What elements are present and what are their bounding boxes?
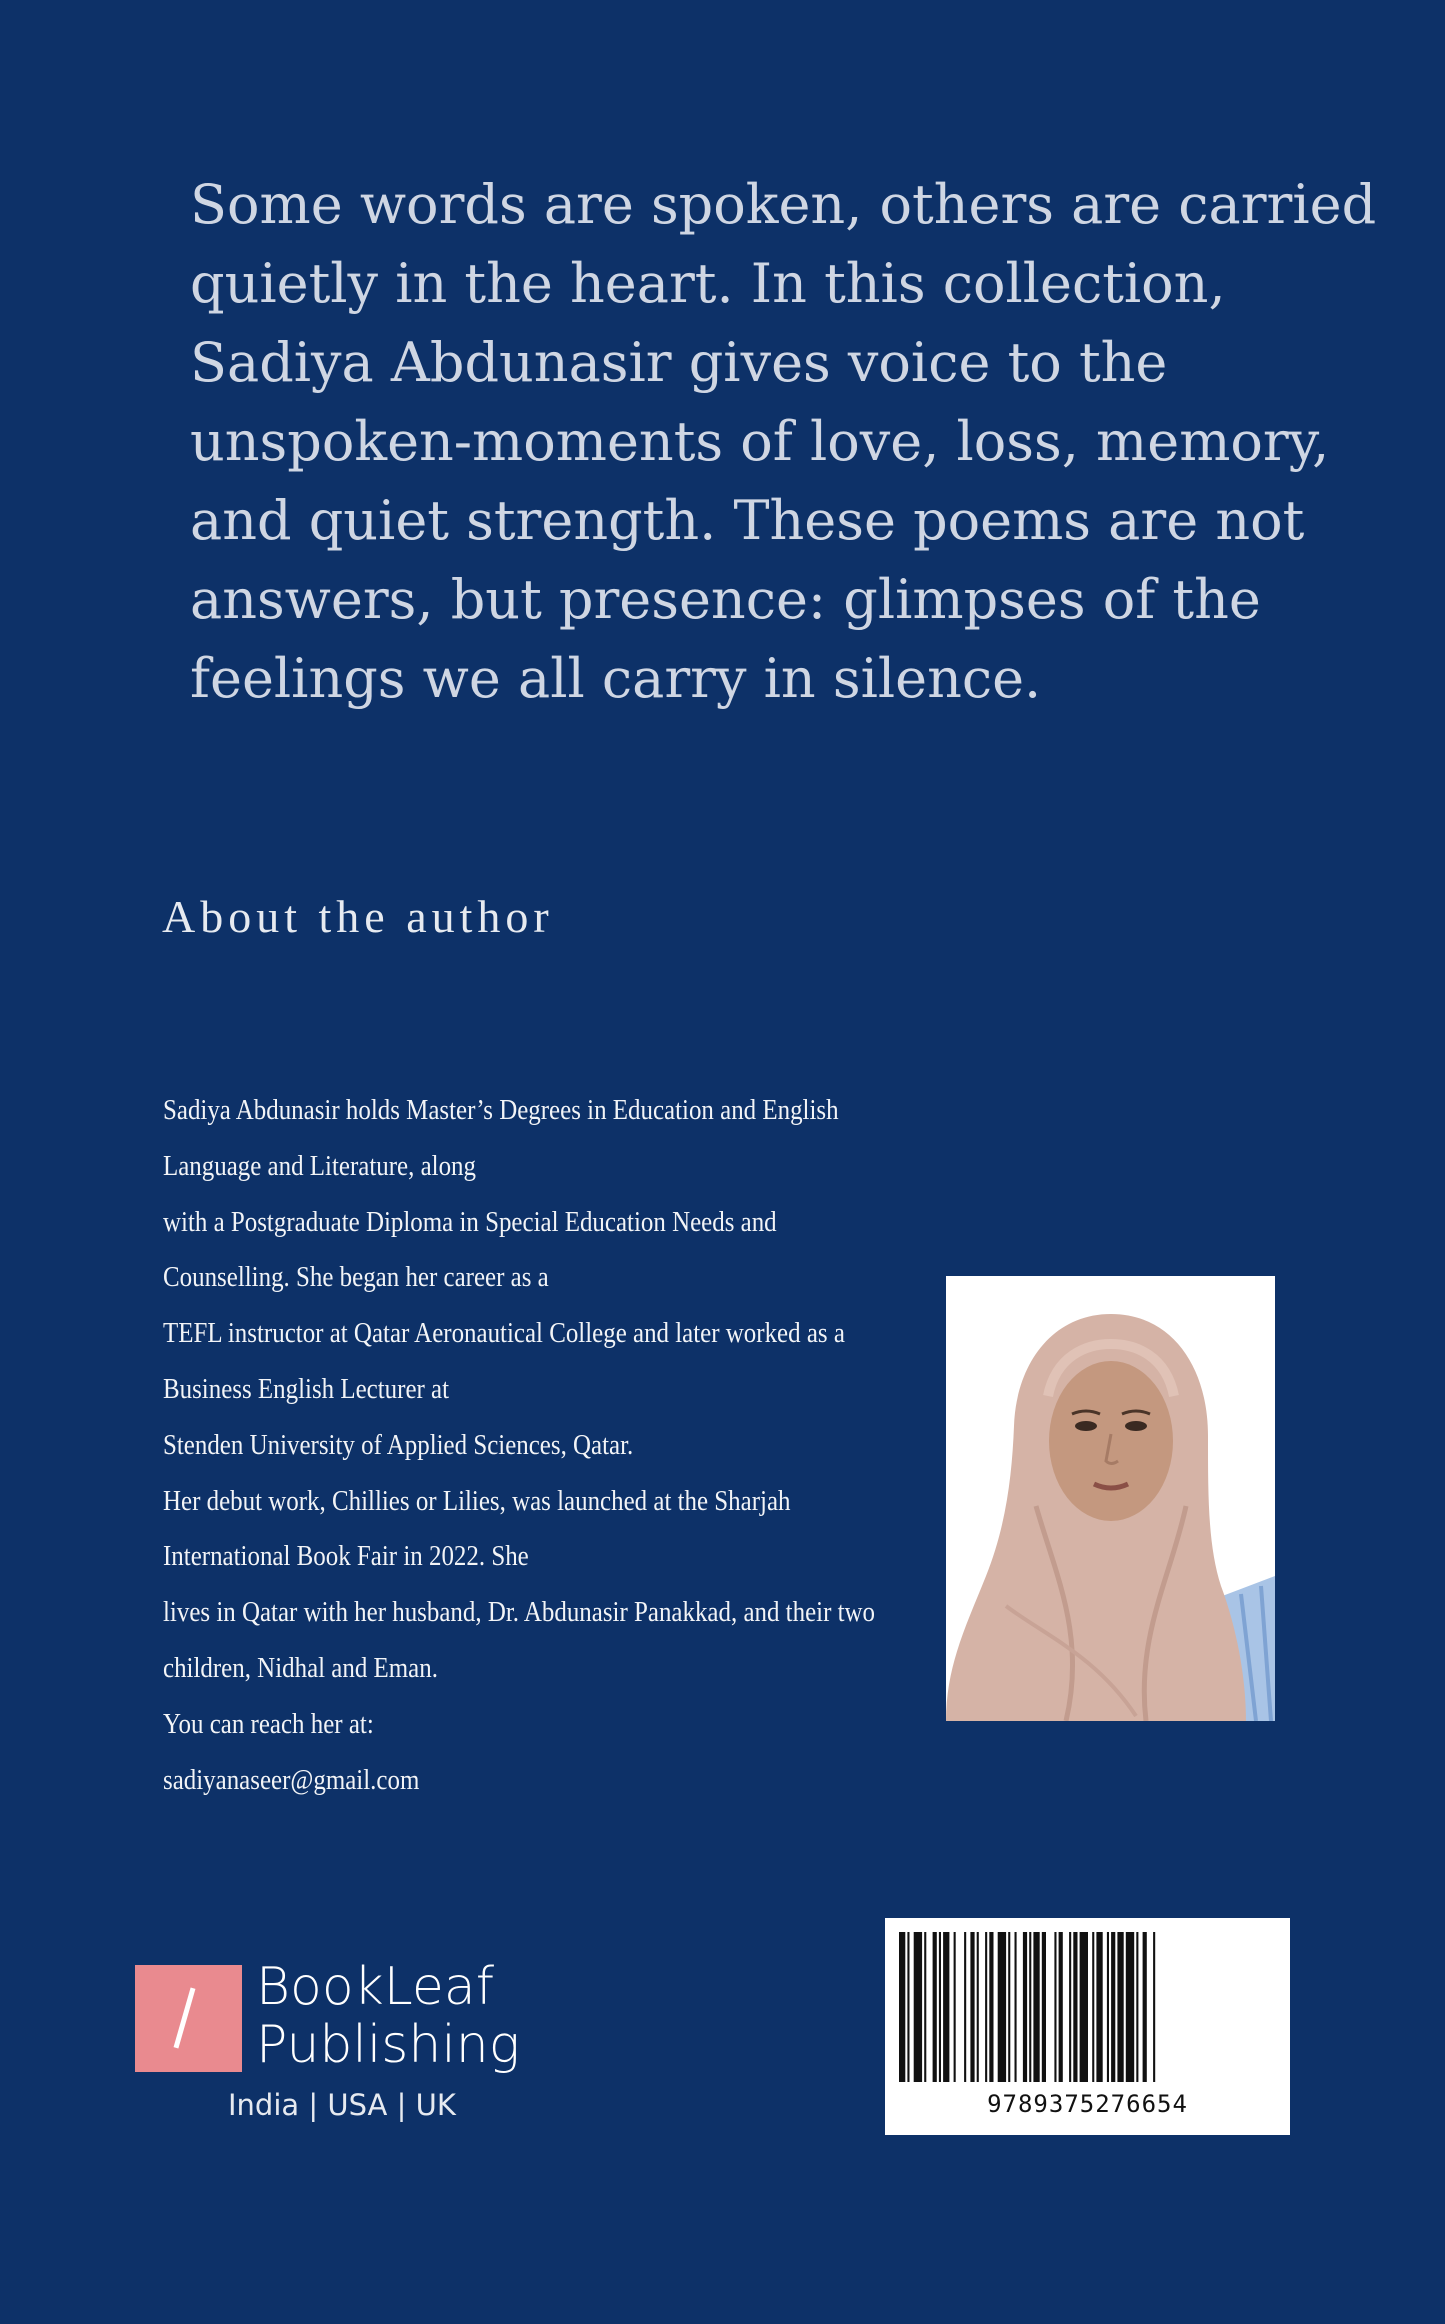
barcode-bar — [1023, 1932, 1027, 2082]
bio-line: TEFL instructor at Qatar Aeronautical College and later worked as a — [163, 1317, 845, 1350]
barcode-bar — [1042, 1932, 1046, 2082]
barcode-bar — [989, 1932, 993, 2082]
barcode-bar — [1092, 1932, 1094, 2082]
barcode-bar — [933, 1932, 937, 2082]
blurb-line: answers, but presence: glimpses of the — [190, 568, 1261, 631]
barcode-bar — [985, 1932, 987, 2082]
isbn-barcode — [885, 1918, 1290, 2135]
author-email: sadiyanaseer@gmail.com — [163, 1763, 420, 1796]
barcode-bar — [1015, 1932, 1017, 2082]
barcode-bar — [1096, 1932, 1102, 2082]
bio-line: Language and Literature, along — [163, 1149, 476, 1182]
blurb-line: Sadiya Abdunasir gives voice to the — [190, 331, 1168, 394]
publisher-name-line2: Publishing — [256, 2015, 520, 2075]
bio-line: You can reach her at: — [163, 1707, 374, 1740]
barcode-bar — [1059, 1932, 1063, 2082]
blurb-line: Some words are spoken, others are carried — [190, 173, 1377, 236]
bio-line: Business English Lecturer at — [163, 1372, 450, 1405]
barcode-bar — [943, 1932, 949, 2082]
barcode-bar — [1069, 1932, 1071, 2082]
barcode-bar — [924, 1932, 926, 2082]
bookleaf-logo-mark — [135, 1965, 242, 2072]
barcode-bar — [964, 1932, 966, 2082]
about-author-heading: About the author — [162, 891, 554, 942]
bio-line: children, Nidhal and Eman. — [163, 1651, 438, 1684]
barcode-bar — [998, 1932, 1006, 2082]
barcode-bar — [1054, 1932, 1056, 2082]
publisher-regions: India | USA | UK — [228, 2088, 456, 2122]
blurb-line: feelings we all carry in silence. — [190, 647, 1042, 710]
back-cover-blurb — [190, 165, 1377, 718]
barcode-bar — [1153, 1932, 1155, 2082]
bio-line: Stenden University of Applied Sciences, Qatar. — [163, 1428, 634, 1461]
barcode-bar — [1111, 1932, 1115, 2082]
barcode-bar — [970, 1932, 974, 2082]
author-bio — [163, 1083, 923, 1808]
barcode-bar — [1080, 1932, 1088, 2082]
bio-line: Counselling. She began her career as a — [163, 1261, 549, 1294]
barcode-bar — [907, 1932, 909, 2082]
bio-line: with a Postgraduate Diploma in Special Education Needs and — [163, 1205, 777, 1238]
barcode-bar — [1117, 1932, 1123, 2082]
publisher-name-line1: BookLeaf — [256, 1957, 495, 2017]
barcode-bar — [1107, 1932, 1109, 2082]
barcode-bar — [977, 1932, 979, 2082]
barcode-bar — [1143, 1932, 1147, 2082]
barcode-bar — [1073, 1932, 1077, 2082]
author-photo — [946, 1276, 1275, 1721]
bio-line: Sadiya Abdunasir holds Master’s Degrees in Education and English — [163, 1094, 839, 1126]
slash-icon — [174, 1988, 196, 2049]
barcode-bar — [899, 1932, 905, 2082]
barcode-bar — [1136, 1932, 1138, 2082]
barcode-bar — [1033, 1932, 1039, 2082]
bio-line: lives in Qatar with her husband, Dr. Abdunasir Panakkad, and their two — [163, 1596, 876, 1629]
bio-line: Her debut work, Chillies or Lilies, was launched at the Sharjah — [163, 1484, 791, 1517]
author-portrait-illustration — [946, 1276, 1275, 1721]
blurb-line: unspoken-moments of love, loss, memory, — [190, 410, 1330, 473]
barcode-bar — [1126, 1932, 1134, 2082]
barcode-bar — [914, 1932, 922, 2082]
barcode-bar — [954, 1932, 956, 2082]
blurb-line: and quiet strength. These poems are not — [190, 489, 1305, 552]
barcode-bar — [939, 1932, 941, 2082]
barcode-bar — [1029, 1932, 1031, 2082]
publisher-name — [256, 1958, 520, 2074]
barcode-bar — [1008, 1932, 1010, 2082]
blurb-line: quietly in the heart. In this collection, — [190, 252, 1226, 315]
bio-line: International Book Fair in 2022. She — [163, 1540, 529, 1573]
isbn-number: 9789375276654 — [987, 2090, 1188, 2118]
